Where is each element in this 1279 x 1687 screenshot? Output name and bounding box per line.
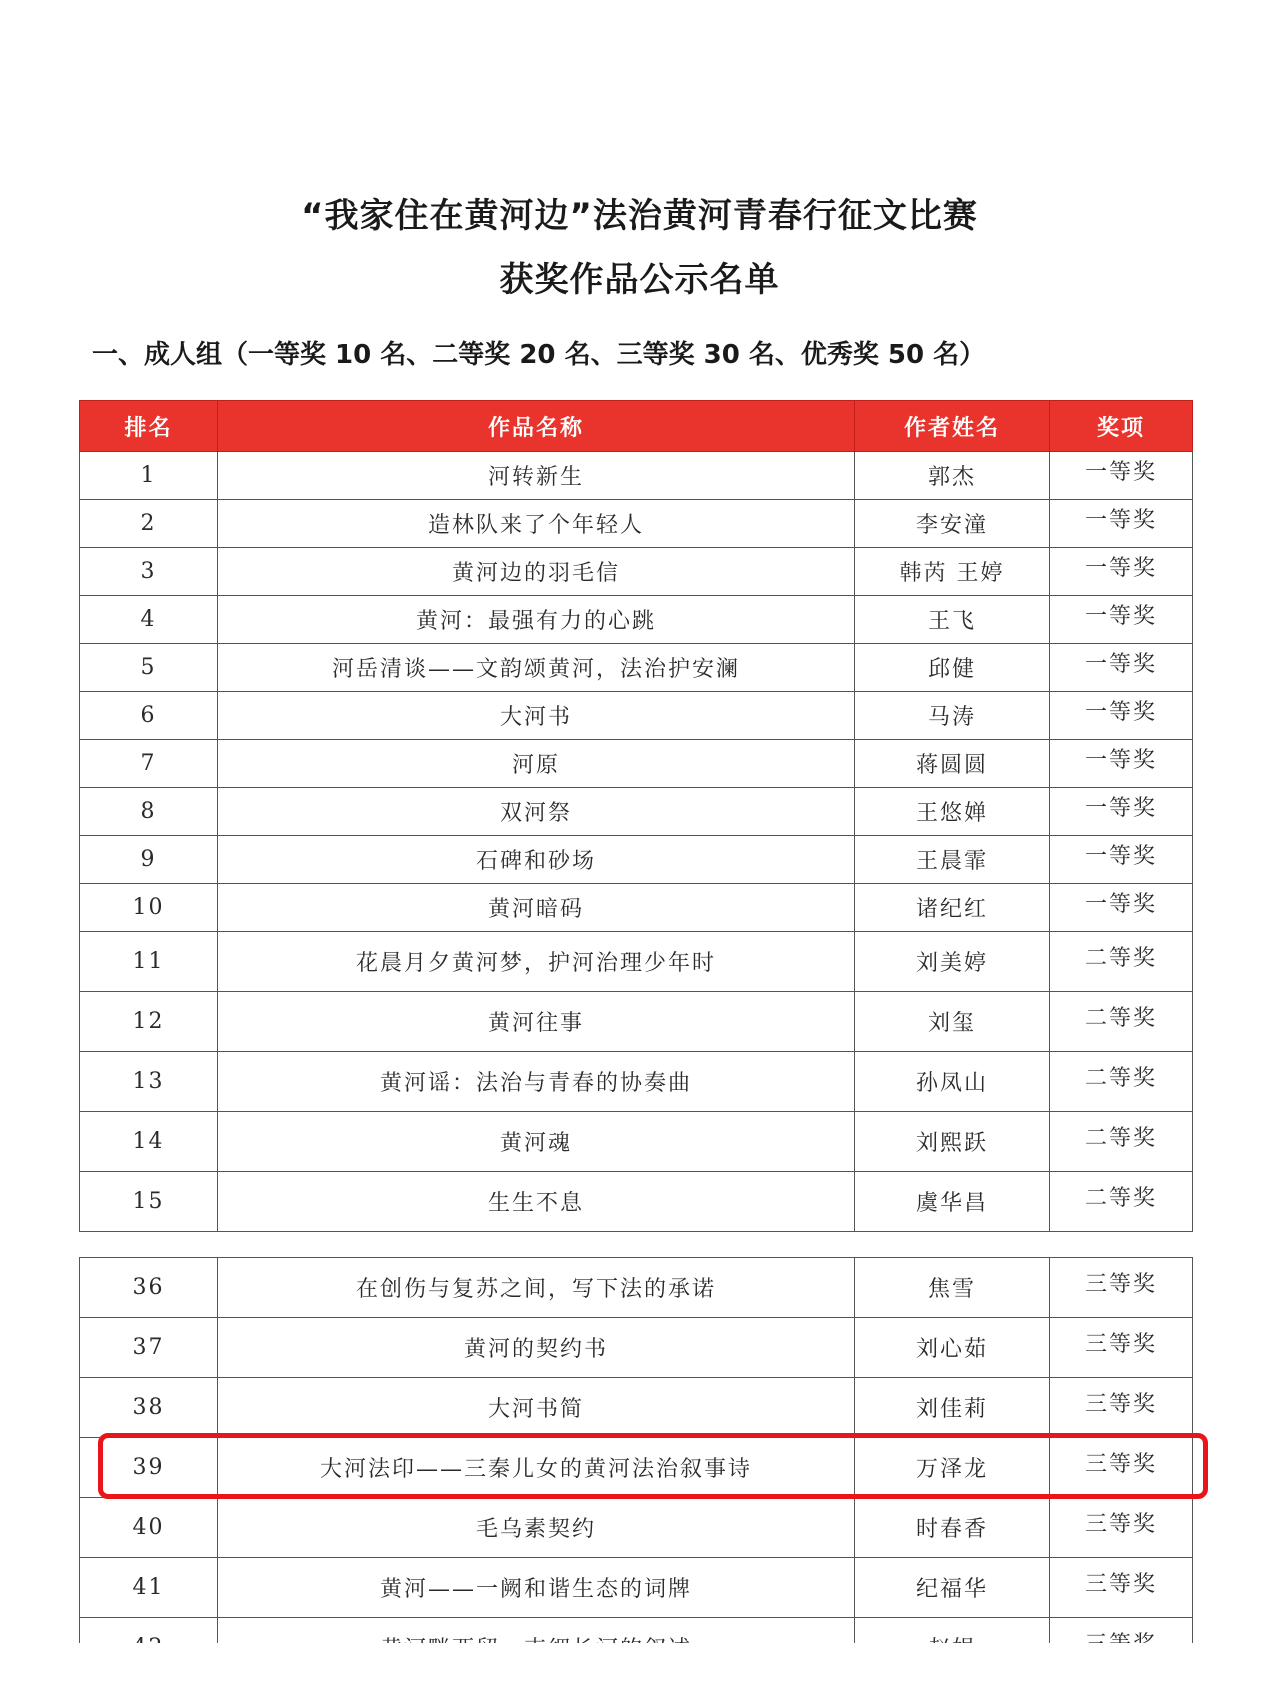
- cell-author: 孙凤山: [855, 1052, 1050, 1112]
- cell-rank: 7: [80, 740, 218, 788]
- table-row: [80, 1378, 1193, 1438]
- cell-title: 河转新生: [218, 452, 855, 500]
- cell-author: 刘玺: [855, 992, 1050, 1052]
- header-rank: 排名: [80, 401, 218, 452]
- cell-author: 纪福华: [855, 1558, 1050, 1618]
- cell-title: 生生不息: [218, 1172, 855, 1232]
- table-row: [80, 836, 1193, 884]
- bottom-crop-edge: [0, 1643, 1279, 1687]
- cell-rank: 41: [80, 1558, 218, 1618]
- cell-award: [1050, 452, 1193, 500]
- cell-rank: 12: [80, 992, 218, 1052]
- cell-author: 虞华昌: [855, 1172, 1050, 1232]
- cell-award: [1050, 596, 1193, 644]
- award-label: 三等奖: [1084, 1272, 1157, 1297]
- document-title-line2: 获奖作品公示名单: [499, 260, 780, 300]
- cell-rank: 14: [80, 1112, 218, 1172]
- cell-author: 刘心茹: [855, 1318, 1050, 1378]
- cell-author: 诸纪红: [855, 884, 1050, 932]
- cell-author: 李安潼: [855, 500, 1050, 548]
- award-label: 一等奖: [1084, 652, 1157, 677]
- header-award: 奖项: [1050, 401, 1193, 452]
- award-label: 三等奖: [1084, 1332, 1157, 1357]
- table-row: [80, 596, 1193, 644]
- cell-award: [1050, 1112, 1193, 1172]
- award-label: 一等奖: [1084, 508, 1157, 533]
- highlight-box-row-39: [98, 1433, 1208, 1499]
- cell-award: [1050, 884, 1193, 932]
- table-row: [80, 992, 1193, 1052]
- cell-rank: 15: [80, 1172, 218, 1232]
- cell-author: 刘熙跃: [855, 1112, 1050, 1172]
- cell-author: 万泽龙: [855, 1438, 1050, 1498]
- table-row: [80, 1318, 1193, 1378]
- table-row: [80, 644, 1193, 692]
- cell-rank: 38: [80, 1378, 218, 1438]
- cell-title: 造林队来了个年轻人: [218, 500, 855, 548]
- cell-title: 黄河的契约书: [218, 1318, 855, 1378]
- cell-rank: 1: [80, 452, 218, 500]
- cell-award: [1050, 1052, 1193, 1112]
- cell-award: [1050, 500, 1193, 548]
- cell-title: 石碑和砂场: [218, 836, 855, 884]
- table-row: [80, 452, 1193, 500]
- cell-author: 马涛: [855, 692, 1050, 740]
- table-row: [80, 692, 1193, 740]
- cell-award: [1050, 740, 1193, 788]
- cell-rank: 8: [80, 788, 218, 836]
- table-body-part1: [80, 452, 1193, 1232]
- cell-rank: 2: [80, 500, 218, 548]
- award-label: 一等奖: [1084, 460, 1157, 485]
- cell-award: [1050, 692, 1193, 740]
- cell-award: [1050, 1258, 1193, 1318]
- header-title: 作品名称: [218, 401, 855, 452]
- cell-author: 蒋圆圆: [855, 740, 1050, 788]
- cell-award: [1050, 836, 1193, 884]
- table-row: [80, 1558, 1193, 1618]
- award-label: 一等奖: [1084, 604, 1157, 629]
- cell-title: 黄河——一阙和谐生态的词牌: [218, 1558, 855, 1618]
- cell-title: 黄河魂: [218, 1112, 855, 1172]
- cell-title: 黄河往事: [218, 992, 855, 1052]
- table-row: [80, 740, 1193, 788]
- cell-rank: 4: [80, 596, 218, 644]
- cell-rank: 37: [80, 1318, 218, 1378]
- cell-award: [1050, 788, 1193, 836]
- cell-author: 王悠婵: [855, 788, 1050, 836]
- page-break-gap: [79, 1235, 1192, 1257]
- awards-table-part1: [79, 400, 1193, 1232]
- header-author: 作者姓名: [855, 401, 1050, 452]
- table-row: [80, 884, 1193, 932]
- cell-author: 焦雪: [855, 1258, 1050, 1318]
- cell-author: 郭杰: [855, 452, 1050, 500]
- award-label: 二等奖: [1084, 1186, 1157, 1211]
- table-row: [80, 1112, 1193, 1172]
- cell-rank: 3: [80, 548, 218, 596]
- award-label: 二等奖: [1084, 1006, 1157, 1031]
- cell-award: [1050, 548, 1193, 596]
- table-row: [80, 548, 1193, 596]
- section-heading: 一、成人组（一等奖 10 名、二等奖 20 名、三等奖 30 名、优秀奖 50 名）: [92, 340, 986, 370]
- cell-rank: 36: [80, 1258, 218, 1318]
- cell-title: 在创伤与复苏之间，写下法的承诺: [218, 1258, 855, 1318]
- cell-award: [1050, 1378, 1193, 1438]
- cell-title: 毛乌素契约: [218, 1498, 855, 1558]
- cell-title: 河原: [218, 740, 855, 788]
- table-row: [80, 1052, 1193, 1112]
- cell-title: 黄河边的羽毛信: [218, 548, 855, 596]
- cell-award: [1050, 992, 1193, 1052]
- award-label: 二等奖: [1084, 946, 1157, 971]
- cell-rank: 9: [80, 836, 218, 884]
- cell-title: 黄河：最强有力的心跳: [218, 596, 855, 644]
- award-label: 一等奖: [1084, 844, 1157, 869]
- cell-rank: 13: [80, 1052, 218, 1112]
- award-label: 一等奖: [1084, 748, 1157, 773]
- cell-title: 大河法印——三秦儿女的黄河法治叙事诗: [218, 1438, 855, 1498]
- award-label: 二等奖: [1084, 1126, 1157, 1151]
- cell-title: 黄河暗码: [218, 884, 855, 932]
- award-label: 三等奖: [1084, 1452, 1157, 1477]
- table-row: [80, 1498, 1193, 1558]
- table-row: [80, 1172, 1193, 1232]
- table-row: [80, 788, 1193, 836]
- award-label: 二等奖: [1084, 1066, 1157, 1091]
- cell-rank: 5: [80, 644, 218, 692]
- award-label: 一等奖: [1084, 892, 1157, 917]
- award-label: 一等奖: [1084, 556, 1157, 581]
- cell-author: 邱健: [855, 644, 1050, 692]
- award-label: 三等奖: [1084, 1572, 1157, 1597]
- cell-title: 双河祭: [218, 788, 855, 836]
- cell-author: 刘佳莉: [855, 1378, 1050, 1438]
- cell-title: 大河书简: [218, 1378, 855, 1438]
- document-title-line1: “我家住在黄河边”法治黄河青春行征文比赛: [301, 196, 978, 236]
- cell-award: [1050, 1498, 1193, 1558]
- cell-author: 刘美婷: [855, 932, 1050, 992]
- cell-rank: 39: [80, 1438, 218, 1498]
- cell-title: 黄河谣：法治与青春的协奏曲: [218, 1052, 855, 1112]
- award-label: 一等奖: [1084, 700, 1157, 725]
- cell-award: [1050, 932, 1193, 992]
- cell-rank: 40: [80, 1498, 218, 1558]
- cell-author: 王飞: [855, 596, 1050, 644]
- cell-rank: 6: [80, 692, 218, 740]
- award-label: 一等奖: [1084, 796, 1157, 821]
- cell-title: 花晨月夕黄河梦，护河治理少年时: [218, 932, 855, 992]
- cell-award: [1050, 644, 1193, 692]
- cell-award: [1050, 1172, 1193, 1232]
- cell-rank: 11: [80, 932, 218, 992]
- cell-award: [1050, 1318, 1193, 1378]
- table-row: [80, 1258, 1193, 1318]
- award-label: 三等奖: [1084, 1512, 1157, 1537]
- award-label: 三等奖: [1084, 1392, 1157, 1417]
- table-row: [80, 932, 1193, 992]
- cell-author: 韩芮 王婷: [855, 548, 1050, 596]
- cell-title: 河岳清谈——文韵颂黄河，法治护安澜: [218, 644, 855, 692]
- cell-author: 王晨霏: [855, 836, 1050, 884]
- cell-author: 时春香: [855, 1498, 1050, 1558]
- cell-title: 大河书: [218, 692, 855, 740]
- cell-award: [1050, 1558, 1193, 1618]
- cell-rank: 10: [80, 884, 218, 932]
- table-row: [80, 500, 1193, 548]
- table-header-row: [80, 401, 1193, 452]
